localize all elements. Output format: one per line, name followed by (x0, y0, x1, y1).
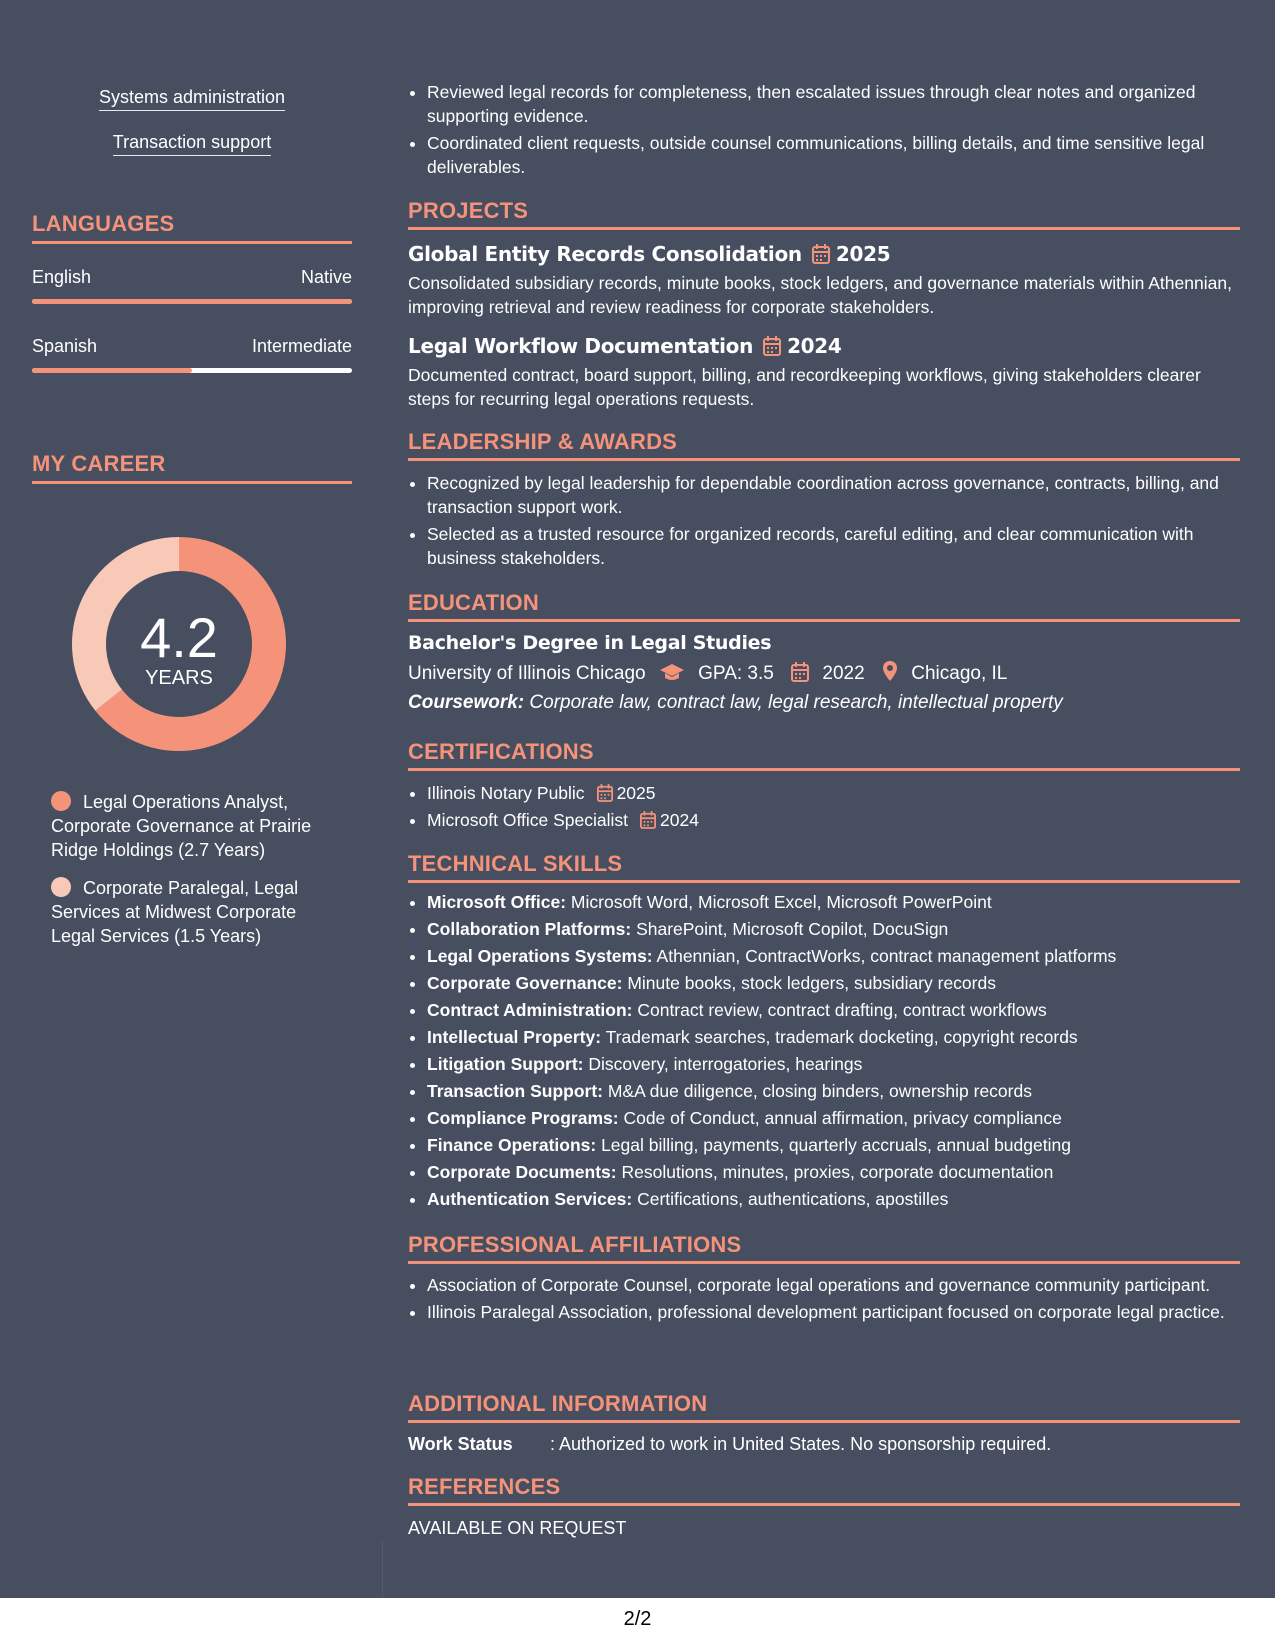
education-school: University of Illinois Chicago (408, 663, 646, 684)
skill-category: Transaction Support: (427, 1081, 603, 1101)
page-number: 2/2 (623, 1608, 652, 1630)
career-role-text: Corporate Paralegal, Legal Services at Midwest Corporate Legal Services (1.5 Years) (51, 878, 299, 946)
calendar-icon (597, 784, 613, 802)
technical-skill-item (427, 1024, 1259, 1051)
certification-name: Microsoft Office Specialist (427, 810, 628, 830)
leadership-bullet: • Selected as a trusted resource for organized records, careful editing, and clear communication with business stakeholders. (427, 522, 1259, 570)
language-bar-fill (32, 299, 352, 304)
experience-bullet-list (408, 80, 1259, 182)
work-status-label: Work Status (408, 1434, 513, 1454)
certification-item (427, 807, 1259, 834)
language-level: Native (300, 267, 352, 287)
legend-dot (51, 877, 71, 897)
education-coursework (408, 692, 1063, 714)
affiliations-list (408, 1273, 1259, 1327)
technical-skill-item (427, 1132, 1259, 1159)
education-location: Chicago, IL (911, 663, 1008, 684)
education-year: 2022 (822, 663, 865, 684)
technical-skill-item (427, 970, 1259, 997)
technical-skill-item (427, 889, 1259, 916)
affiliation-item: • Association of Corporate Counsel, corporate legal operations and governance community participant. (427, 1273, 1259, 1297)
skill-values: M&A due diligence, closing binders, ownership records (607, 1081, 1032, 1101)
experience-bullet: • Coordinated client requests, outside counsel communications, billing details, and time sensitive legal deliverables. (427, 131, 1259, 179)
column-divider (382, 1540, 383, 1598)
project-description: Consolidated subsidiary records, minute books, stock ledgers, and governance materials within Athennian, improving retrieval and review readiness for corporate stakeholders. (408, 273, 1232, 317)
calendar-icon (640, 811, 656, 829)
leadership-bullet: • Recognized by legal leadership for dependable coordination across governance, contracts, billing, and transaction support work. (427, 471, 1259, 519)
skill-category: Authentication Services: (427, 1189, 633, 1209)
skill-category: Litigation Support: (427, 1054, 584, 1074)
work-status-value: : Authorized to work in United States. No sponsorship required. (550, 1434, 1052, 1454)
career-donut-chart (66, 531, 292, 757)
education-heading: EDUCATION (408, 590, 1240, 622)
technical-skill-item (427, 1186, 1259, 1213)
references-heading: REFERENCES (408, 1474, 1240, 1506)
projects-heading: PROJECTS (408, 198, 1240, 230)
location-pin-icon (882, 660, 898, 682)
calendar-icon (763, 336, 781, 356)
coursework-label: Coursework: (408, 692, 525, 713)
additional-info-heading: ADDITIONAL INFORMATION (408, 1391, 1240, 1423)
technical-skill-item (427, 1078, 1259, 1105)
skill-category: Corporate Documents: (427, 1162, 617, 1182)
legend-dot (51, 791, 71, 811)
affiliations-heading: PROFESSIONAL AFFILIATIONS (408, 1232, 1240, 1264)
education-degree: Bachelor's Degree in Legal Studies (408, 632, 772, 654)
skill-category: Finance Operations: (427, 1135, 597, 1155)
skill-link-systems-administration[interactable]: Systems administration (32, 86, 352, 111)
education-gpa: GPA: 3.5 (698, 663, 774, 684)
career-role-text: Legal Operations Analyst, Corporate Governance at Prairie Ridge Holdings (2.7 Years) (51, 792, 312, 860)
career-legend-item (51, 790, 341, 862)
certification-year: 2025 (616, 783, 656, 803)
technical-skill-item (427, 916, 1259, 943)
language-name: Spanish (32, 336, 98, 356)
project-year: 2024 (787, 334, 842, 358)
skill-values: Contract review, contract drafting, contract workflows (637, 1000, 1047, 1020)
certification-name: Illinois Notary Public (427, 783, 585, 803)
graduation-cap-icon (659, 662, 685, 682)
language-bar-spanish (32, 368, 352, 373)
calendar-icon (812, 244, 830, 264)
experience-bullet: • Reviewed legal records for completeness, then escalated issues through clear notes and organized supporting evidence. (427, 80, 1259, 128)
skill-values: Code of Conduct, annual affirmation, privacy compliance (623, 1108, 1062, 1128)
languages-heading: LANGUAGES (32, 211, 352, 244)
skill-category: Compliance Programs: (427, 1108, 619, 1128)
skill-category: Corporate Governance: (427, 973, 623, 993)
career-total-value: 4.2 (140, 606, 218, 669)
skill-values: Legal billing, payments, quarterly accruals, annual budgeting (601, 1135, 1071, 1155)
language-level: Intermediate (251, 336, 352, 356)
language-bar-english (32, 299, 352, 304)
skill-values: Athennian, ContractWorks, contract management platforms (656, 946, 1117, 966)
left-column (32, 0, 352, 1598)
technical-skill-item (427, 943, 1259, 970)
leadership-heading: LEADERSHIP & AWARDS (408, 429, 1240, 461)
skill-category: Collaboration Platforms: (427, 919, 632, 939)
career-total-unit: YEARS (145, 667, 213, 689)
skill-values: Resolutions, minutes, proxies, corporate documentation (621, 1162, 1054, 1182)
education-details (408, 660, 1007, 687)
technical-skill-item (427, 1051, 1259, 1078)
affiliation-item: • Illinois Paralegal Association, professional development participant focused on corporate legal practice. (427, 1300, 1259, 1324)
skill-values: Microsoft Word, Microsoft Excel, Microsoft PowerPoint (570, 892, 992, 912)
skill-values: Certifications, authentications, apostilles (637, 1189, 949, 1209)
project-title: Legal Workflow Documentation (408, 334, 754, 358)
technical-skill-item (427, 1105, 1259, 1132)
skill-values: Trademark searches, trademark docketing, copyright records (605, 1027, 1078, 1047)
project-title: Global Entity Records Consolidation (408, 242, 802, 266)
skill-values: Minute books, stock ledgers, subsidiary records (627, 973, 996, 993)
calendar-icon (791, 662, 809, 682)
certification-year: 2024 (660, 810, 699, 830)
language-name: English (32, 267, 92, 287)
skill-category: Legal Operations Systems: (427, 946, 653, 966)
project-title-row (408, 334, 842, 358)
project-description: Documented contract, board support, billing, and recordkeeping workflows, giving stakeholders clearer steps for recurring legal operations requests. (408, 365, 1201, 409)
certifications-heading: CERTIFICATIONS (408, 739, 1240, 771)
leadership-bullet-list (408, 471, 1259, 573)
career-legend-item (51, 876, 341, 948)
career-heading: MY CAREER (32, 451, 352, 484)
language-bar-fill (32, 368, 192, 373)
skill-link-transaction-support[interactable]: Transaction support (32, 131, 352, 156)
skill-values: SharePoint, Microsoft Copilot, DocuSign (636, 919, 949, 939)
skill-values: Discovery, interrogatories, hearings (588, 1054, 863, 1074)
technical-skills-list (408, 889, 1259, 1213)
skill-category: Intellectual Property: (427, 1027, 602, 1047)
coursework-text: Corporate law, contract law, legal research, intellectual property (529, 692, 1063, 713)
project-title-row (408, 242, 890, 266)
certification-item (427, 780, 1259, 807)
skill-category: Microsoft Office: (427, 892, 567, 912)
certifications-list (408, 780, 1259, 834)
technical-skills-heading: TECHNICAL SKILLS (408, 851, 1240, 883)
skill-category: Contract Administration: (427, 1000, 633, 1020)
project-year: 2025 (835, 242, 891, 266)
technical-skill-item (427, 997, 1259, 1024)
references-text: AVAILABLE ON REQUEST (408, 1518, 627, 1538)
career-donut-svg (66, 531, 292, 757)
technical-skill-item (427, 1159, 1259, 1186)
